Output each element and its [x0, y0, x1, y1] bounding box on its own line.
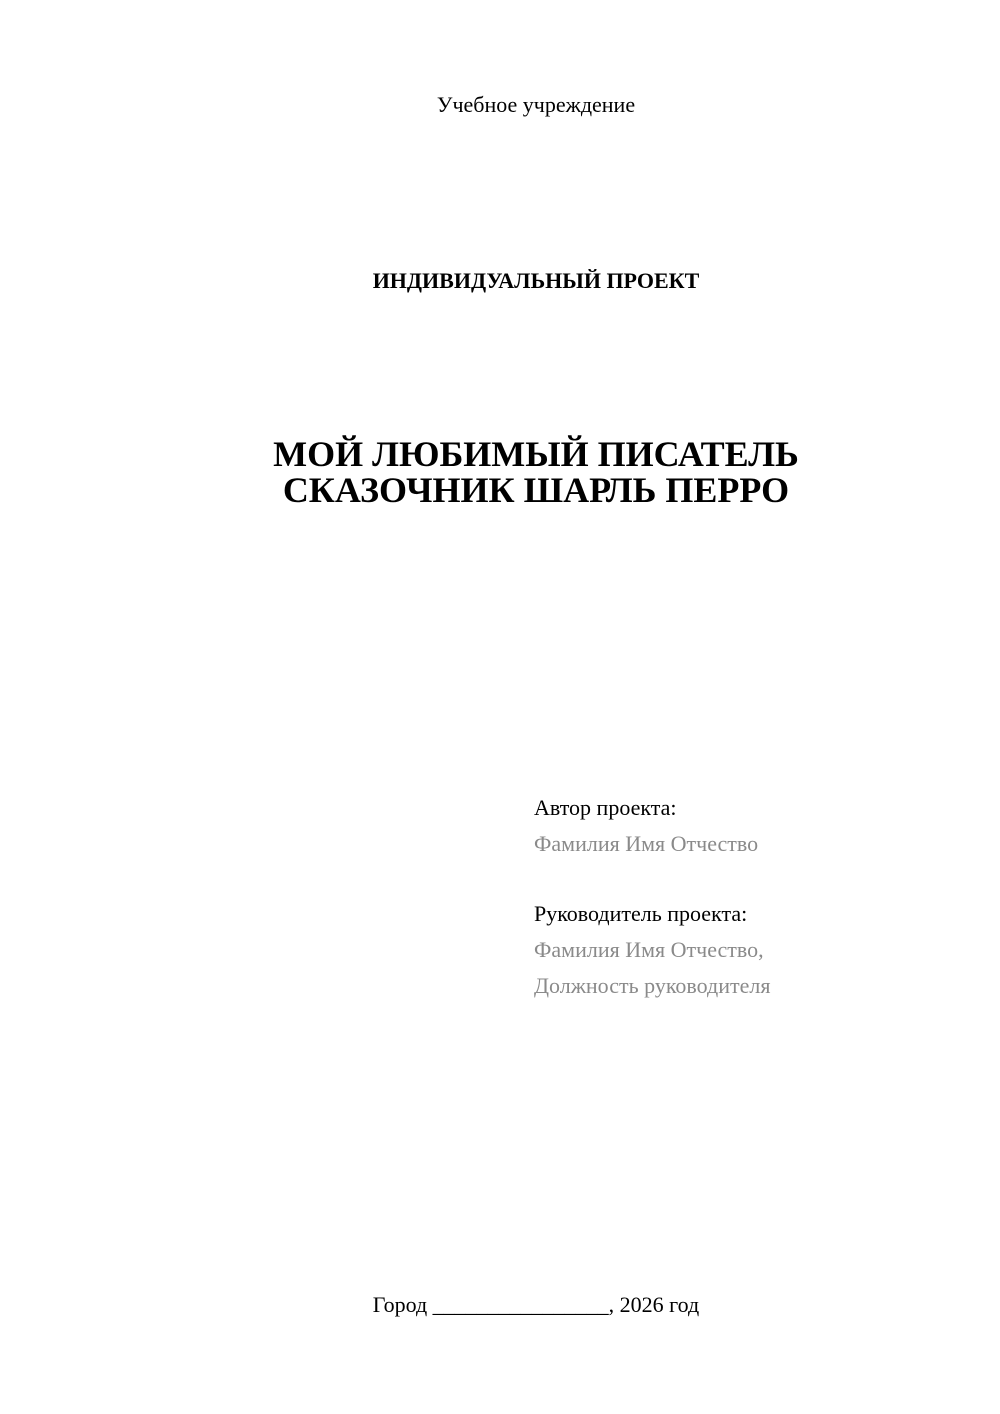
project-title — [0, 436, 1000, 508]
author-label: Автор проекта: — [534, 795, 677, 820]
city-year-line: Город ________________, 2026 год — [372, 1292, 700, 1317]
spacer — [534, 862, 974, 896]
institution-name: Учебное учреждение — [436, 92, 636, 117]
project-title-line-2: СКАЗОЧНИК ШАРЛЬ ПЕРРО — [282, 470, 790, 510]
project-people-block — [534, 790, 974, 1004]
supervisor-position-placeholder: Должность руководителя — [534, 973, 771, 998]
supervisor-name-placeholder: Фамилия Имя Отчество, — [534, 937, 764, 962]
author-name-placeholder: Фамилия Имя Отчество — [534, 831, 759, 856]
supervisor-label: Руководитель проекта: — [534, 901, 748, 926]
project-type-heading: ИНДИВИДУАЛЬНЫЙ ПРОЕКТ — [372, 268, 700, 293]
project-title-line-1: МОЙ ЛЮБИМЫЙ ПИСАТЕЛЬ — [273, 434, 799, 474]
